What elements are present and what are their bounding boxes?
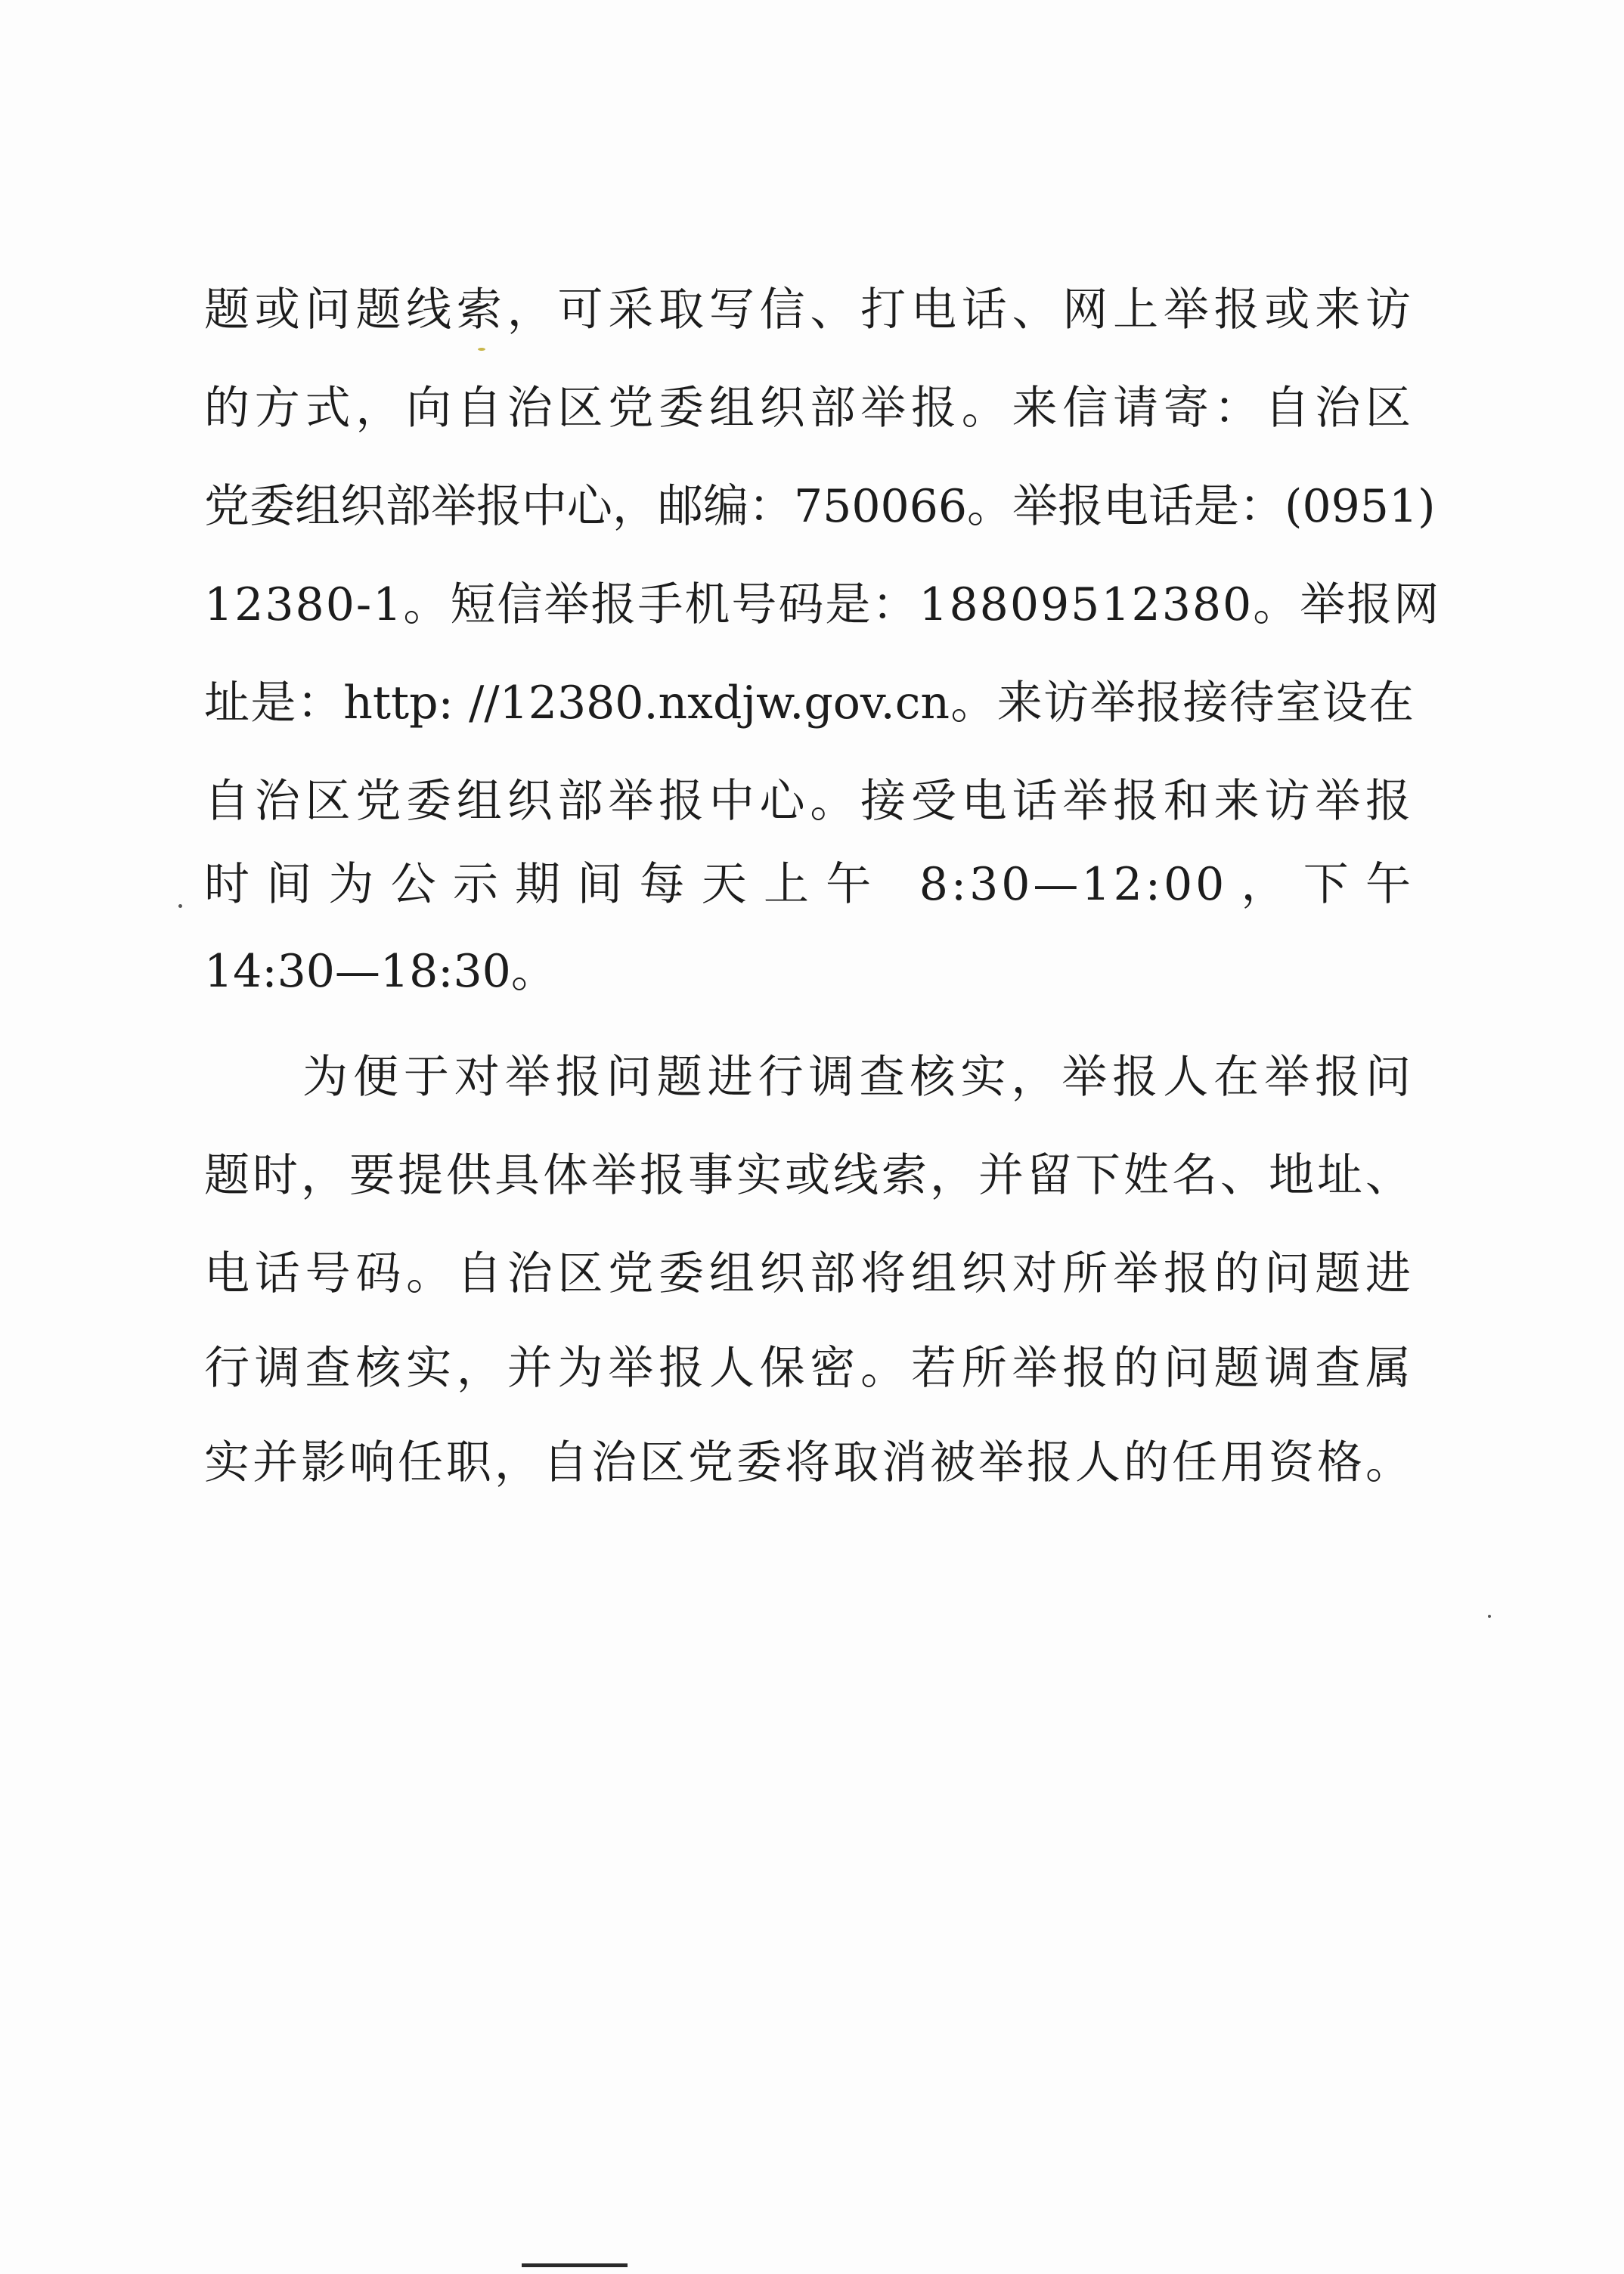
paragraph-1-line-2: 的方式，向自治区党委组织部举报。来信请寄：自治区 xyxy=(204,382,1414,435)
scan-speck xyxy=(178,904,182,908)
paragraph-1-line-8: 14:30—18:30。 xyxy=(204,945,556,998)
paragraph-1-line-5: 址是：http: //12380.nxdjw.gov.cn。来访举报接待室设在 xyxy=(204,677,1414,730)
paragraph-1-line-1: 题或问题线索，可采取写信、打电话、网上举报或来访 xyxy=(204,283,1414,336)
paragraph-2-line-5: 实并影响任职，自治区党委将取消被举报人的任用资格。 xyxy=(204,1436,1414,1489)
paragraph-1-line-3: 党委组织部举报中心，邮编：750066。举报电话是：(0951) xyxy=(204,480,1436,533)
paragraph-1-line-7: 时间为公示期间每天上午 8:30—12:00，下午 xyxy=(204,858,1414,911)
paragraph-1-line-6: 自治区党委组织部举报中心。接受电话举报和来访举报 xyxy=(204,775,1414,828)
paragraph-2-line-4: 行调查核实，并为举报人保密。若所举报的问题调查属 xyxy=(204,1342,1414,1395)
paragraph-2-line-2: 题时，要提供具体举报事实或线索，并留下姓名、地址、 xyxy=(204,1149,1414,1202)
paragraph-2-line-1: 为便于对举报问题进行调查核实，举报人在举报问 xyxy=(302,1051,1414,1104)
scan-speck xyxy=(478,348,485,351)
paragraph-2-line-3: 电话号码。自治区党委组织部将组织对所举报的问题进 xyxy=(204,1247,1414,1300)
scan-speck xyxy=(1488,1615,1491,1618)
scan-edge-mark xyxy=(522,2263,628,2267)
paragraph-1-line-4: 12380-1。短信举报手机号码是：18809512380。举报网 xyxy=(204,578,1441,631)
